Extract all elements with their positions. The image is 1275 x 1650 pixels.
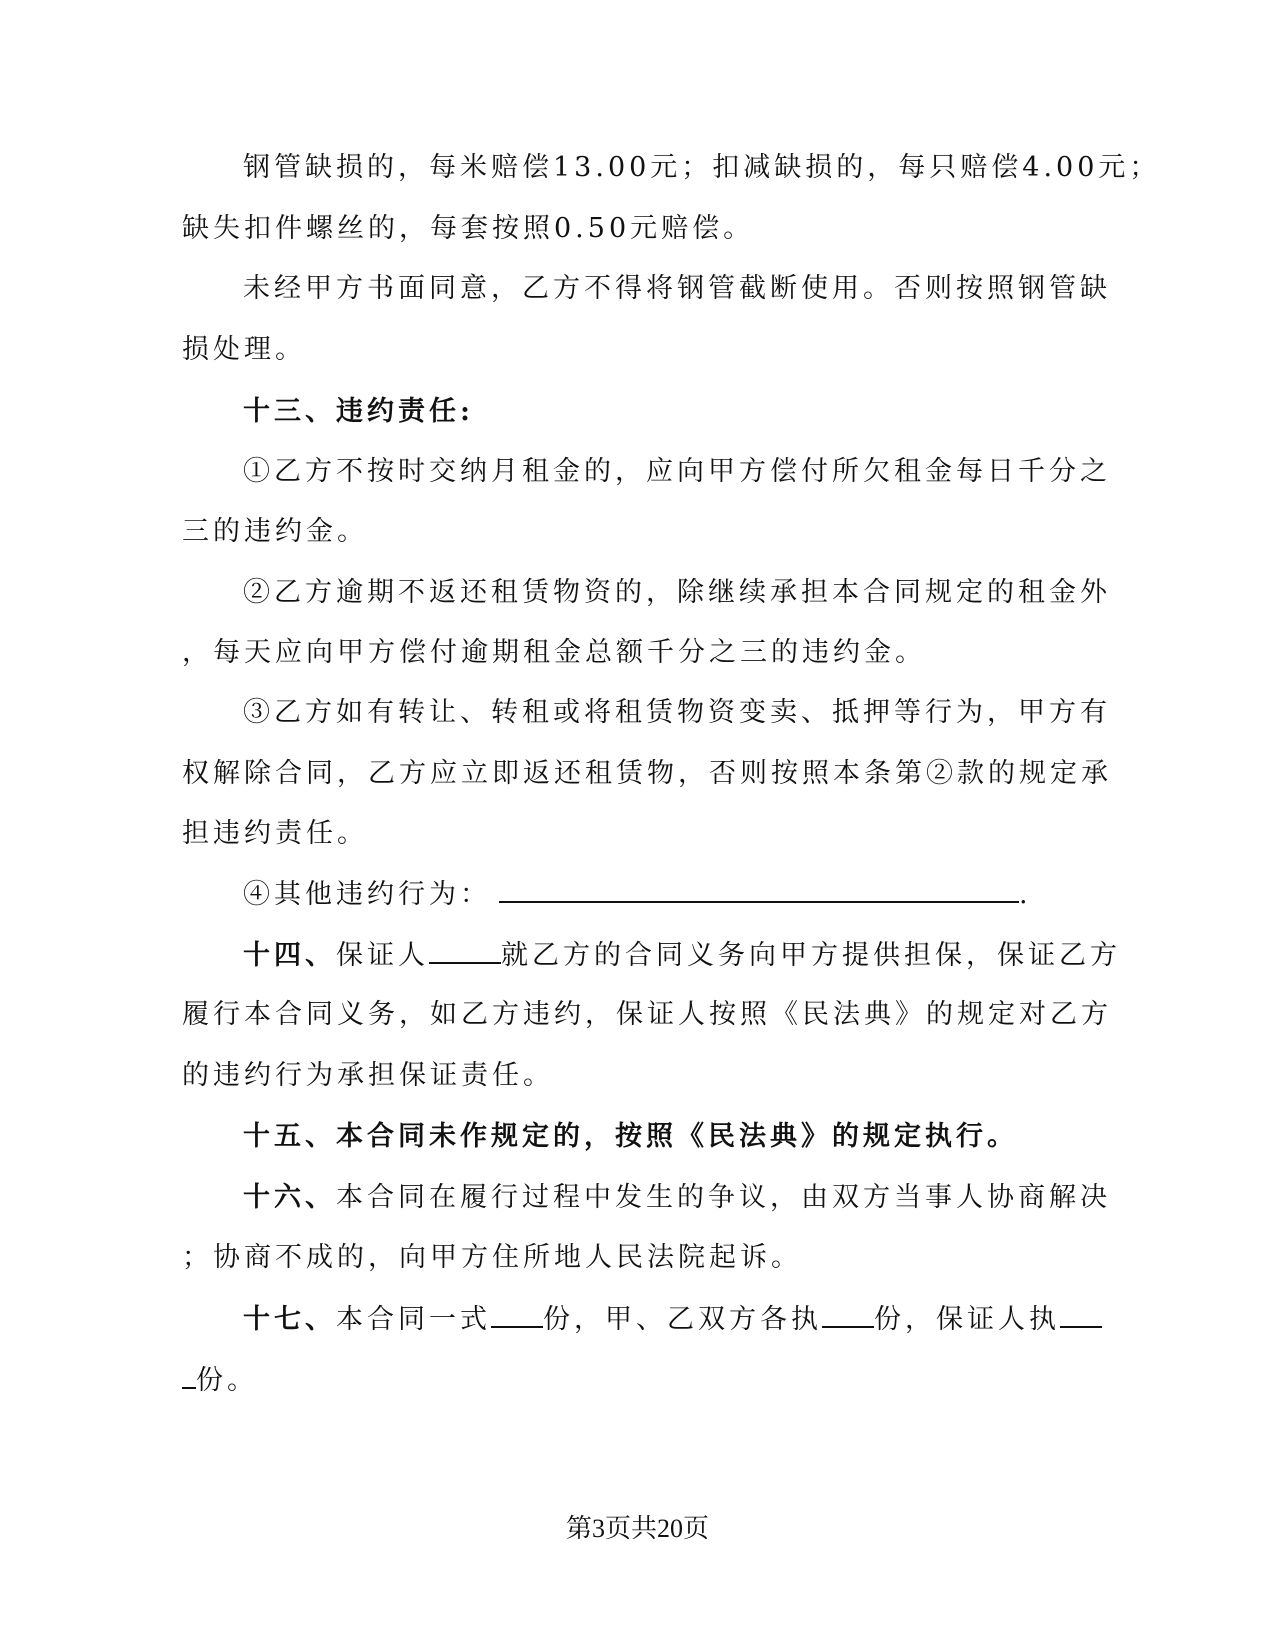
section-17-part-b: 份，甲、乙双方各执 (543, 1304, 822, 1335)
section-17-number: 十七、 (243, 1304, 336, 1335)
section-15-text: 十五、本合同未作规定的，按照《民法典》的规定执行。 (243, 1121, 1018, 1152)
other-breach-blank (499, 877, 1019, 903)
section-13-item4 (243, 877, 1032, 912)
section-17-part-a: 本合同一式 (336, 1304, 491, 1335)
section-14-line3: 的违约行为承担保证责任。 (182, 1060, 554, 1091)
section-13-item2-line1: ②乙方逾期不返还租赁物资的，除继续承担本合同规定的租金外 (243, 577, 1111, 608)
section-17-part-c: 份，保证人执 (874, 1304, 1060, 1335)
guarantor-name-blank (429, 938, 501, 964)
total-copies-blank (491, 1302, 543, 1328)
section-13-item1-line2: 三的违约金。 (182, 516, 368, 547)
section-14-guarantor-label: 保证人 (336, 940, 429, 971)
guarantor-copies-blank-cont (182, 1363, 196, 1389)
section-14-line1 (243, 938, 1121, 973)
para-no-cutting-line1: 未经甲方书面同意，乙方不得将钢管截断使用。否则按照钢管缺 (243, 273, 1111, 304)
section-13-item1-line1: ①乙方不按时交纳月租金的，应向甲方偿付所欠租金每日千分之 (243, 456, 1111, 487)
section-16-line1 (243, 1181, 1111, 1215)
para-no-cutting-line2: 损处理。 (182, 334, 306, 365)
page-number-footer: 第3页共20页 (565, 1514, 709, 1543)
section-17-line2 (182, 1363, 258, 1398)
section-14-line1-rest: 就乙方的合同义务向甲方提供担保，保证乙方 (501, 940, 1121, 971)
party-copies-blank (822, 1302, 874, 1328)
guarantor-copies-blank (1060, 1302, 1102, 1328)
para-steel-compensation-line1: 钢管缺损的，每米赔偿13.00元；扣减缺损的，每只赔偿4.00元； (243, 152, 1161, 183)
section-16-line2: ；协商不成的，向甲方住所地人民法院起诉。 (182, 1242, 802, 1273)
section-13-heading: 十三、违约责任: (243, 396, 474, 427)
section-13-item3-line3: 担违约责任。 (182, 818, 368, 849)
section-17-line1 (243, 1302, 1102, 1337)
section-13-item3-line1: ③乙方如有转让、转租或将租赁物资变卖、抵押等行为，甲方有 (243, 697, 1111, 728)
section-14-line2: 履行本合同义务，如乙方违约，保证人按照《民法典》的规定对乙方 (182, 999, 1112, 1030)
section-16-number: 十六、 (243, 1182, 336, 1213)
section-17-line2-end: 份。 (196, 1365, 258, 1396)
section-13-item3-line2: 权解除合同，乙方应立即返还租赁物，否则按照本条第②款的规定承 (182, 758, 1112, 789)
section-13-item4-label: ④其他违约行为： (243, 879, 491, 910)
section-13-item2-line2: ，每天应向甲方偿付逾期租金总额千分之三的违约金。 (182, 637, 926, 668)
section-14-number: 十四、 (243, 940, 336, 971)
para-steel-compensation-line2: 缺失扣件螺丝的，每套按照0.50元赔偿。 (182, 213, 755, 244)
section-13-item4-end: . (1019, 879, 1032, 910)
section-16-line1-text: 本合同在履行过程中发生的争议，由双方当事人协商解决 (336, 1182, 1111, 1213)
